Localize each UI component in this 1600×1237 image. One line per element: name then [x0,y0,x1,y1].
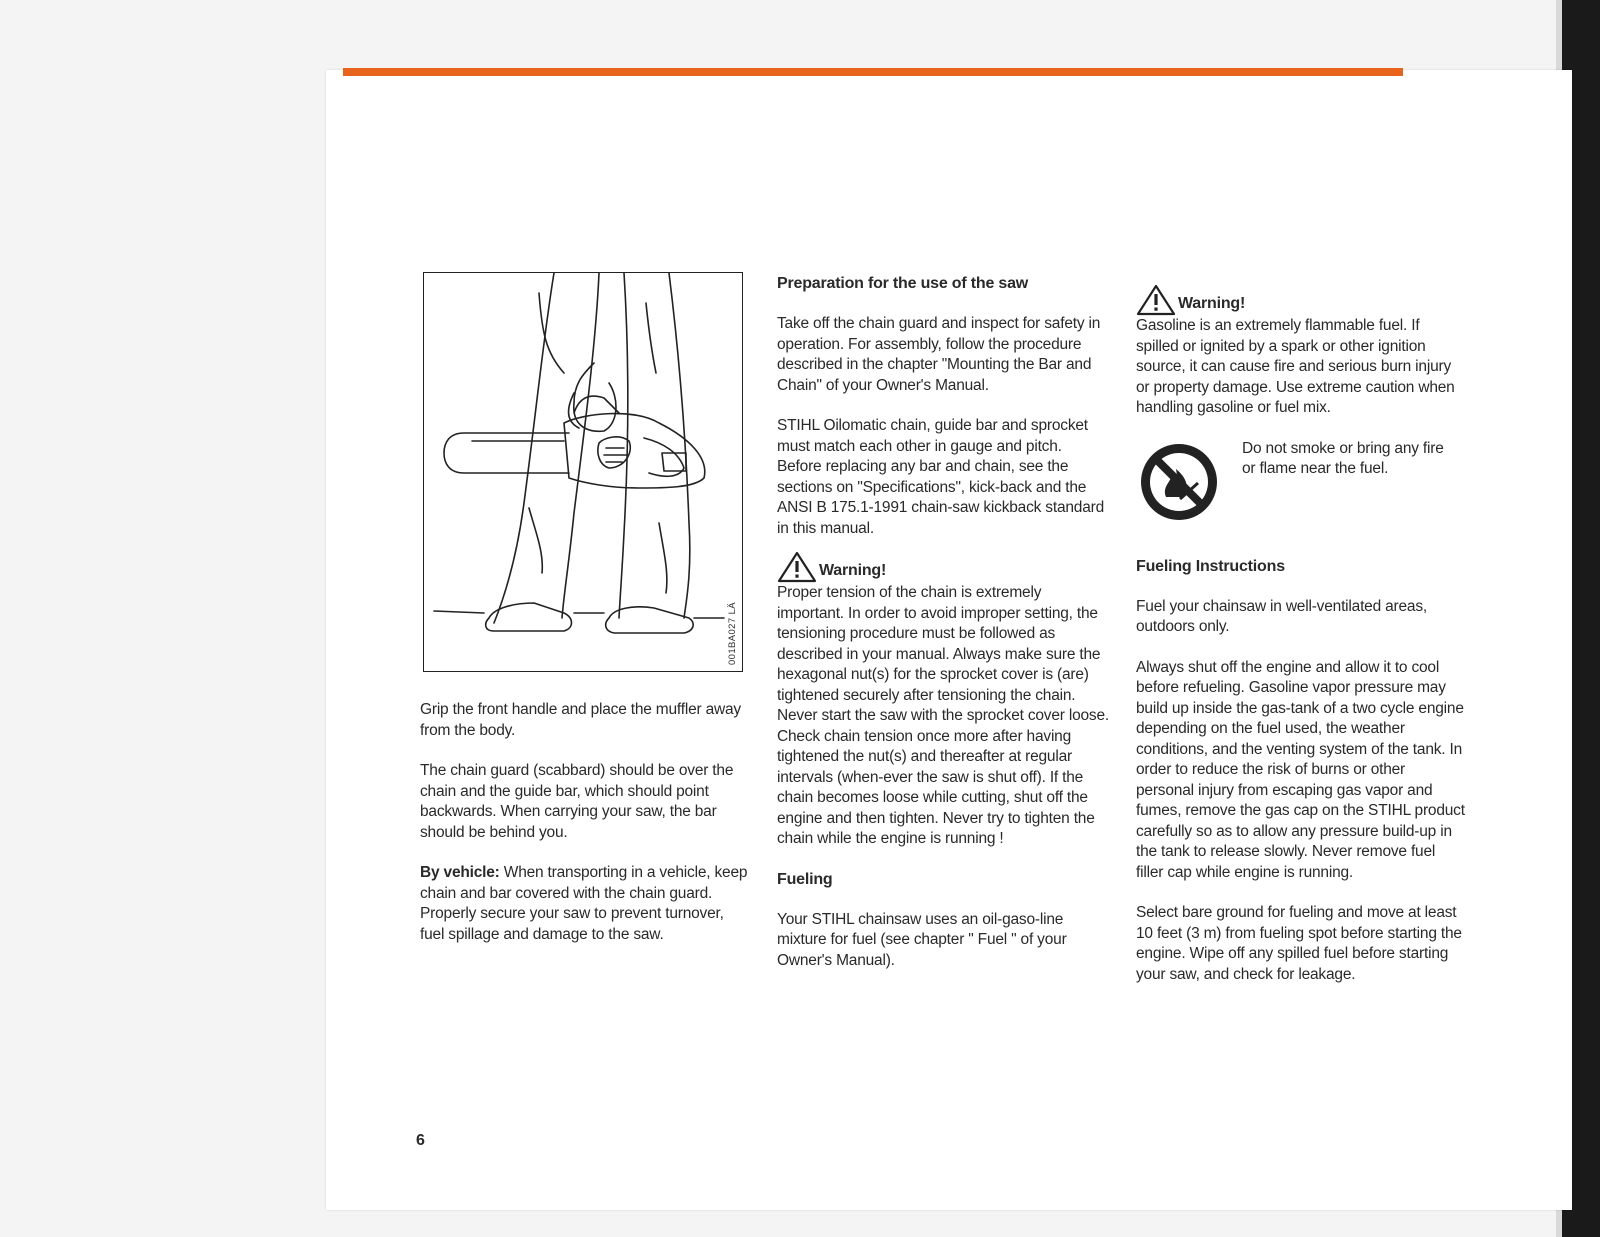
by-vehicle-label: By vehicle: [420,864,500,881]
heading-fueling: Fueling [777,870,833,888]
paragraph-refueling: Always shut off the engine and allow it to cool before refueling. Gasoline vapor pressure may build up inside the gas-tank of a two cycle engine depending on the fuel used, the weather conditions, and the venting system of the tank. In order to reduce the risk of burns or other personal injury from escaping gas vapor and fumes, remove the gas cap on the STIHL product carefully so as to allow any pressure build-up in the tank to release slowly. Never remove fuel filler cap while engine is running. [1136,658,1465,881]
warning-text: Gasoline is an extremely flammable fuel. If spilled or ignited by a spark or other ignition source, it can cause fire and serious burn injury or property damage. Use extreme caution when handling gasoline or fuel mix. [1136,317,1455,416]
no-smoking-notice [1136,439,1466,525]
no-fire-icon [1136,439,1222,525]
column-middle [777,274,1109,971]
orange-header-bar [343,68,1403,76]
warning-triangle-icon [777,551,817,583]
no-smoking-text: Do not smoke or bring any fire or flame near the fuel. [1242,439,1444,477]
heading-fueling-instructions: Fueling Instructions [1136,557,1285,575]
paragraph-chain-guard: The chain guard (scabbard) should be over the chain and the guide bar, which should point backwards. When carrying your saw, the bar should be behind you. [420,762,734,841]
paragraph-by-vehicle [420,863,750,945]
paragraph-oilomatic: STIHL Oilomatic chain, guide bar and sprocket must match each other in gauge and pitch. [777,417,1088,455]
warning-chain-tension [777,551,1109,583]
paragraph-bare-ground: Select bare ground for fueling and move at least 10 feet (3 m) from fueling spot before starting the engine. Wipe off any spilled fuel before starting your saw, and check for leakage. [1136,904,1462,983]
paragraph-fuel-mixture: Your STIHL chainsaw uses an oil-gaso-line mixture for fuel (see chapter " Fuel " of your Owner's Manual). [777,910,1067,969]
paragraph-grip: Grip the front handle and place the muffler away from the body. [420,701,741,739]
by-vehicle-text: When transporting in a vehicle, keep chain and bar covered with the chain guard. Properly secure your saw to prevent turnover, fuel spillage and damage to the saw. [420,864,748,943]
warning-text: Proper tension of the chain is extremely important. In order to avoid improper setting, the tensioning procedure must be followed as described in your manual. Always make sure the hexagonal nut(s) for the sprocket cover is (are) tightened securely after tensioning the chain. Never start the saw with the sprocket cover loose. Check chain tension once more after having tightened the nut(s) and thereafter at regular intervals (when-ever the saw is shut off). If the chain becomes loose while cutting, shut off the engine and then tighten. Never try to tighten the chain while the engine is running ! [777,584,1110,847]
paragraph-replacing: Before replacing any bar and chain, see the sections on "Specifications", kick-back and the ANSI B 175.1-1991 chain-saw kickback standard in this manual. [777,458,1105,537]
chainsaw-carry-drawing [424,273,741,670]
figure-code: 001BA027 LÄ [727,601,738,665]
heading-preparation: Preparation for the use of the saw [777,275,1029,292]
warning-gasoline [1136,284,1466,316]
paragraph-inspect: Take off the chain guard and inspect for safety in operation. For assembly, follow the procedure described in the chapter "Mounting the Bar and Chain" of your Owner's Manual. [777,315,1101,394]
column-right [1136,284,1466,985]
warning-triangle-icon [1136,284,1176,316]
column-left [420,700,750,945]
warning-title: Warning! [1178,295,1246,312]
chainsaw-carry-illustration [423,272,743,672]
warning-title: Warning! [819,562,887,579]
paragraph-ventilated: Fuel your chainsaw in well-ventilated areas, outdoors only. [1136,597,1428,635]
page-number: 6 [416,1132,425,1149]
